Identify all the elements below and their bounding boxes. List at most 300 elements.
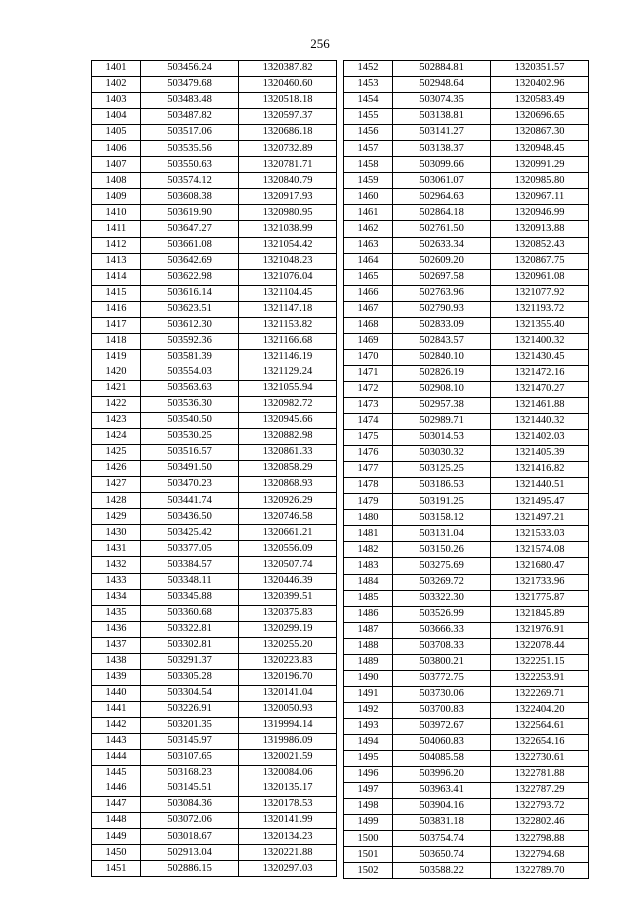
- point-number-cell: 1404: [92, 109, 141, 125]
- y-coordinate-cell: 1320399.51: [239, 589, 337, 605]
- point-number-cell: 1438: [92, 653, 141, 669]
- point-number-cell: 1496: [344, 767, 393, 783]
- point-number-cell: 1405: [92, 125, 141, 141]
- y-coordinate-cell: 1321166.68: [239, 333, 337, 349]
- table-row: [92, 445, 337, 461]
- x-coordinate-cell: 502964.63: [393, 189, 491, 205]
- y-coordinate-cell: 1321461.88: [491, 397, 589, 413]
- point-number-cell: 1486: [344, 606, 393, 622]
- y-coordinate-cell: 1320223.83: [239, 653, 337, 669]
- y-coordinate-cell: 1320196.70: [239, 669, 337, 685]
- point-number-cell: 1431: [92, 541, 141, 557]
- point-number-cell: 1435: [92, 605, 141, 621]
- table-row: [92, 845, 337, 861]
- x-coordinate-cell: 503535.56: [141, 141, 239, 157]
- table-row: [92, 541, 337, 557]
- x-coordinate-cell: 503138.37: [393, 141, 491, 157]
- table-row: [344, 285, 589, 301]
- x-coordinate-cell: 503072.06: [141, 813, 239, 829]
- x-coordinate-cell: 503608.38: [141, 189, 239, 205]
- point-number-cell: 1430: [92, 525, 141, 541]
- y-coordinate-cell: 1322793.72: [491, 799, 589, 815]
- point-number-cell: 1411: [92, 221, 141, 237]
- point-number-cell: 1448: [92, 813, 141, 829]
- point-number-cell: 1474: [344, 414, 393, 430]
- y-coordinate-cell: 1321733.96: [491, 574, 589, 590]
- y-coordinate-cell: 1321104.45: [239, 285, 337, 301]
- point-number-cell: 1484: [344, 574, 393, 590]
- table-row: [344, 478, 589, 494]
- y-coordinate-cell: 1320460.60: [239, 77, 337, 93]
- table-row: [92, 653, 337, 669]
- point-number-cell: 1477: [344, 462, 393, 478]
- point-number-cell: 1453: [344, 77, 393, 93]
- x-coordinate-cell: 503322.81: [141, 621, 239, 637]
- table-row: [344, 510, 589, 526]
- point-number-cell: 1428: [92, 493, 141, 509]
- point-number-cell: 1452: [344, 61, 393, 77]
- y-coordinate-cell: 1322404.20: [491, 702, 589, 718]
- table-row: [92, 413, 337, 429]
- y-coordinate-cell: 1321497.21: [491, 510, 589, 526]
- y-coordinate-cell: 1321054.42: [239, 237, 337, 253]
- y-coordinate-cell: 1320351.57: [491, 61, 589, 77]
- x-coordinate-cell: 503275.69: [393, 558, 491, 574]
- point-number-cell: 1480: [344, 510, 393, 526]
- x-coordinate-cell: 502913.04: [141, 845, 239, 861]
- table-row: [344, 157, 589, 173]
- table-row: [344, 446, 589, 462]
- y-coordinate-cell: 1321146.19: [239, 349, 337, 365]
- table-row: [344, 831, 589, 847]
- x-coordinate-cell: 503291.37: [141, 653, 239, 669]
- point-number-cell: 1479: [344, 494, 393, 510]
- x-coordinate-cell: 503456.24: [141, 61, 239, 77]
- x-coordinate-cell: 502790.93: [393, 301, 491, 317]
- y-coordinate-cell: 1321147.18: [239, 301, 337, 317]
- point-number-cell: 1498: [344, 799, 393, 815]
- point-number-cell: 1409: [92, 189, 141, 205]
- y-coordinate-cell: 1321680.47: [491, 558, 589, 574]
- x-coordinate-cell: 503647.27: [141, 221, 239, 237]
- point-number-cell: 1465: [344, 269, 393, 285]
- y-coordinate-cell: 1320746.58: [239, 509, 337, 525]
- x-coordinate-cell: 503014.53: [393, 430, 491, 446]
- point-number-cell: 1472: [344, 381, 393, 397]
- x-coordinate-cell: 503581.39: [141, 349, 239, 365]
- point-number-cell: 1470: [344, 349, 393, 365]
- point-number-cell: 1460: [344, 189, 393, 205]
- point-number-cell: 1444: [92, 750, 141, 766]
- x-coordinate-cell: 502833.09: [393, 317, 491, 333]
- y-coordinate-cell: 1320084.06: [239, 766, 337, 782]
- x-coordinate-cell: 503530.25: [141, 429, 239, 445]
- x-coordinate-cell: 503487.82: [141, 109, 239, 125]
- table-row: [344, 317, 589, 333]
- table-row: [92, 301, 337, 317]
- x-coordinate-cell: 503138.81: [393, 109, 491, 125]
- table-row: [92, 750, 337, 766]
- table-row: [92, 717, 337, 733]
- point-number-cell: 1442: [92, 717, 141, 733]
- point-number-cell: 1502: [344, 863, 393, 879]
- table-row: [92, 637, 337, 653]
- x-coordinate-cell: 503030.32: [393, 446, 491, 462]
- x-coordinate-cell: 503470.23: [141, 477, 239, 493]
- y-coordinate-cell: 1322794.68: [491, 847, 589, 863]
- x-coordinate-cell: 503158.12: [393, 510, 491, 526]
- x-coordinate-cell: 503700.83: [393, 702, 491, 718]
- table-row: [92, 733, 337, 749]
- point-number-cell: 1490: [344, 670, 393, 686]
- y-coordinate-cell: 1322253.91: [491, 670, 589, 686]
- y-coordinate-cell: 1321193.72: [491, 301, 589, 317]
- table-row: [344, 574, 589, 590]
- table-row: [92, 221, 337, 237]
- y-coordinate-cell: 1321470.27: [491, 381, 589, 397]
- point-number-cell: 1454: [344, 93, 393, 109]
- x-coordinate-cell: 502948.64: [393, 77, 491, 93]
- table-row: [92, 157, 337, 173]
- y-coordinate-cell: 1320686.18: [239, 125, 337, 141]
- y-coordinate-cell: 1320882.98: [239, 429, 337, 445]
- y-coordinate-cell: 1320375.83: [239, 605, 337, 621]
- y-coordinate-cell: 1320867.75: [491, 253, 589, 269]
- point-number-cell: 1410: [92, 205, 141, 221]
- table-row: [344, 847, 589, 863]
- y-coordinate-cell: 1320221.88: [239, 845, 337, 861]
- x-coordinate-cell: 503772.75: [393, 670, 491, 686]
- point-number-cell: 1437: [92, 637, 141, 653]
- table-row: [92, 797, 337, 813]
- x-coordinate-cell: 503191.25: [393, 494, 491, 510]
- y-coordinate-cell: 1320858.29: [239, 461, 337, 477]
- point-number-cell: 1476: [344, 446, 393, 462]
- x-coordinate-cell: 503730.06: [393, 686, 491, 702]
- point-number-cell: 1424: [92, 429, 141, 445]
- table-row: [92, 285, 337, 301]
- table-row: [92, 61, 337, 77]
- y-coordinate-cell: 1320141.04: [239, 685, 337, 701]
- x-coordinate-cell: 503831.18: [393, 815, 491, 831]
- x-coordinate-cell: 503619.90: [141, 205, 239, 221]
- point-number-cell: 1412: [92, 237, 141, 253]
- point-number-cell: 1483: [344, 558, 393, 574]
- table-row: [344, 221, 589, 237]
- x-coordinate-cell: 503074.35: [393, 93, 491, 109]
- y-coordinate-cell: 1322787.29: [491, 783, 589, 799]
- point-number-cell: 1499: [344, 815, 393, 831]
- x-coordinate-cell: 502763.96: [393, 285, 491, 301]
- table-row: [92, 493, 337, 509]
- point-number-cell: 1421: [92, 380, 141, 396]
- x-coordinate-cell: 503642.69: [141, 253, 239, 269]
- y-coordinate-cell: 1321402.03: [491, 430, 589, 446]
- x-coordinate-cell: 503304.54: [141, 685, 239, 701]
- point-number-cell: 1469: [344, 333, 393, 349]
- point-number-cell: 1420: [92, 365, 141, 381]
- y-coordinate-cell: 1320982.72: [239, 396, 337, 412]
- point-number-cell: 1473: [344, 397, 393, 413]
- y-coordinate-cell: 1322781.88: [491, 767, 589, 783]
- point-number-cell: 1463: [344, 237, 393, 253]
- x-coordinate-cell: 502864.18: [393, 205, 491, 221]
- point-number-cell: 1495: [344, 751, 393, 767]
- x-coordinate-cell: 503061.07: [393, 173, 491, 189]
- y-coordinate-cell: 1321400.32: [491, 333, 589, 349]
- y-coordinate-cell: 1320840.79: [239, 173, 337, 189]
- table-row: [344, 253, 589, 269]
- y-coordinate-cell: 1321405.39: [491, 446, 589, 462]
- table-row: [92, 429, 337, 445]
- table-row: [92, 861, 337, 877]
- x-coordinate-cell: 503616.14: [141, 285, 239, 301]
- table-row: [92, 333, 337, 349]
- y-coordinate-cell: 1320917.93: [239, 189, 337, 205]
- x-coordinate-cell: 503996.20: [393, 767, 491, 783]
- x-coordinate-cell: 503479.68: [141, 77, 239, 93]
- x-coordinate-cell: 503425.42: [141, 525, 239, 541]
- table-row: [344, 173, 589, 189]
- y-coordinate-cell: 1320446.39: [239, 573, 337, 589]
- table-row: [344, 494, 589, 510]
- table-row: [92, 77, 337, 93]
- x-coordinate-cell: 503483.48: [141, 93, 239, 109]
- table-row: [344, 815, 589, 831]
- point-number-cell: 1415: [92, 285, 141, 301]
- table-row: [92, 589, 337, 605]
- table-row: [344, 109, 589, 125]
- table-row: [344, 783, 589, 799]
- x-coordinate-cell: 503441.74: [141, 493, 239, 509]
- table-row: [344, 751, 589, 767]
- table-row: [344, 799, 589, 815]
- point-number-cell: 1497: [344, 783, 393, 799]
- table-row: [344, 654, 589, 670]
- table-row: [92, 781, 337, 797]
- table-row: [344, 863, 589, 879]
- y-coordinate-cell: 1320297.03: [239, 861, 337, 877]
- point-number-cell: 1414: [92, 269, 141, 285]
- y-coordinate-cell: 1321355.40: [491, 317, 589, 333]
- point-number-cell: 1418: [92, 333, 141, 349]
- x-coordinate-cell: 503201.35: [141, 717, 239, 733]
- point-number-cell: 1481: [344, 526, 393, 542]
- x-coordinate-cell: 502843.57: [393, 333, 491, 349]
- y-coordinate-cell: 1320556.09: [239, 541, 337, 557]
- x-coordinate-cell: 503099.66: [393, 157, 491, 173]
- table-row: [92, 669, 337, 685]
- table-row: [92, 557, 337, 573]
- x-coordinate-cell: 503650.74: [393, 847, 491, 863]
- table-row: [344, 767, 589, 783]
- y-coordinate-cell: 1320980.95: [239, 205, 337, 221]
- point-number-cell: 1461: [344, 205, 393, 221]
- point-number-cell: 1422: [92, 396, 141, 412]
- x-coordinate-cell: 503588.22: [393, 863, 491, 879]
- point-number-cell: 1450: [92, 845, 141, 861]
- x-coordinate-cell: 502989.71: [393, 414, 491, 430]
- x-coordinate-cell: 503226.91: [141, 701, 239, 717]
- y-coordinate-cell: 1320387.82: [239, 61, 337, 77]
- x-coordinate-cell: 503592.36: [141, 333, 239, 349]
- point-number-cell: 1494: [344, 734, 393, 750]
- y-coordinate-cell: 1320141.99: [239, 813, 337, 829]
- table-row: [92, 701, 337, 717]
- point-number-cell: 1468: [344, 317, 393, 333]
- y-coordinate-cell: 1321077.92: [491, 285, 589, 301]
- table-row: [92, 141, 337, 157]
- y-coordinate-cell: 1321055.94: [239, 380, 337, 396]
- table-row: [344, 237, 589, 253]
- table-row: [344, 93, 589, 109]
- point-number-cell: 1467: [344, 301, 393, 317]
- y-coordinate-cell: 1321976.91: [491, 622, 589, 638]
- table-row: [92, 380, 337, 396]
- point-number-cell: 1485: [344, 590, 393, 606]
- table-row: [344, 269, 589, 285]
- x-coordinate-cell: 502697.58: [393, 269, 491, 285]
- point-number-cell: 1417: [92, 317, 141, 333]
- point-number-cell: 1459: [344, 173, 393, 189]
- x-coordinate-cell: 503708.33: [393, 638, 491, 654]
- point-number-cell: 1402: [92, 77, 141, 93]
- table-row: [344, 462, 589, 478]
- table-row: [344, 734, 589, 750]
- x-coordinate-cell: 503125.25: [393, 462, 491, 478]
- x-coordinate-cell: 503963.41: [393, 783, 491, 799]
- point-number-cell: 1447: [92, 797, 141, 813]
- table-row: [344, 205, 589, 221]
- y-coordinate-cell: 1321440.51: [491, 478, 589, 494]
- point-number-cell: 1475: [344, 430, 393, 446]
- table-row: [92, 93, 337, 109]
- table-row: [92, 173, 337, 189]
- point-number-cell: 1408: [92, 173, 141, 189]
- y-coordinate-cell: 1320913.88: [491, 221, 589, 237]
- table-row: [344, 77, 589, 93]
- point-number-cell: 1451: [92, 861, 141, 877]
- point-number-cell: 1407: [92, 157, 141, 173]
- x-coordinate-cell: 503536.30: [141, 396, 239, 412]
- point-number-cell: 1458: [344, 157, 393, 173]
- point-number-cell: 1491: [344, 686, 393, 702]
- table-row: [344, 414, 589, 430]
- y-coordinate-cell: 1322269.71: [491, 686, 589, 702]
- x-coordinate-cell: 503904.16: [393, 799, 491, 815]
- y-coordinate-cell: 1320867.30: [491, 125, 589, 141]
- y-coordinate-cell: 1320021.59: [239, 750, 337, 766]
- y-coordinate-cell: 1320945.66: [239, 413, 337, 429]
- point-number-cell: 1462: [344, 221, 393, 237]
- x-coordinate-cell: 503131.04: [393, 526, 491, 542]
- y-coordinate-cell: 1321845.89: [491, 606, 589, 622]
- x-coordinate-cell: 503302.81: [141, 637, 239, 653]
- y-coordinate-cell: 1320948.45: [491, 141, 589, 157]
- table-row: [344, 189, 589, 205]
- point-number-cell: 1426: [92, 461, 141, 477]
- coordinates-table-left: [91, 60, 337, 877]
- table-row: [344, 622, 589, 638]
- x-coordinate-cell: 503800.21: [393, 654, 491, 670]
- x-coordinate-cell: 502886.15: [141, 861, 239, 877]
- x-coordinate-cell: 502761.50: [393, 221, 491, 237]
- point-number-cell: 1449: [92, 829, 141, 845]
- y-coordinate-cell: 1320991.29: [491, 157, 589, 173]
- point-number-cell: 1427: [92, 477, 141, 493]
- point-number-cell: 1492: [344, 702, 393, 718]
- x-coordinate-cell: 504060.83: [393, 734, 491, 750]
- x-coordinate-cell: 503322.30: [393, 590, 491, 606]
- table-row: [92, 509, 337, 525]
- table-row: [92, 461, 337, 477]
- point-number-cell: 1466: [344, 285, 393, 301]
- y-coordinate-cell: 1320985.80: [491, 173, 589, 189]
- y-coordinate-cell: 1320661.21: [239, 525, 337, 541]
- x-coordinate-cell: 503754.74: [393, 831, 491, 847]
- point-number-cell: 1423: [92, 413, 141, 429]
- point-number-cell: 1456: [344, 125, 393, 141]
- y-coordinate-cell: 1321533.03: [491, 526, 589, 542]
- table-row: [344, 526, 589, 542]
- x-coordinate-cell: 503517.06: [141, 125, 239, 141]
- y-coordinate-cell: 1321048.23: [239, 253, 337, 269]
- y-coordinate-cell: 1322789.70: [491, 863, 589, 879]
- y-coordinate-cell: 1322654.16: [491, 734, 589, 750]
- point-number-cell: 1493: [344, 718, 393, 734]
- y-coordinate-cell: 1320696.65: [491, 109, 589, 125]
- x-coordinate-cell: 502633.34: [393, 237, 491, 253]
- y-coordinate-cell: 1321038.99: [239, 221, 337, 237]
- point-number-cell: 1457: [344, 141, 393, 157]
- y-coordinate-cell: 1321430.45: [491, 349, 589, 365]
- table-row: [344, 349, 589, 365]
- y-coordinate-cell: 1320518.18: [239, 93, 337, 109]
- x-coordinate-cell: 503345.88: [141, 589, 239, 605]
- y-coordinate-cell: 1320178.53: [239, 797, 337, 813]
- table-row: [92, 605, 337, 621]
- table-row: [92, 525, 337, 541]
- x-coordinate-cell: 502840.10: [393, 349, 491, 365]
- point-number-cell: 1439: [92, 669, 141, 685]
- x-coordinate-cell: 503141.27: [393, 125, 491, 141]
- table-row: [344, 141, 589, 157]
- table-row: [344, 542, 589, 558]
- y-coordinate-cell: 1320134.23: [239, 829, 337, 845]
- table-row: [92, 477, 337, 493]
- x-coordinate-cell: 502957.38: [393, 397, 491, 413]
- table-row: [92, 109, 337, 125]
- table-row: [344, 61, 589, 77]
- y-coordinate-cell: 1320781.71: [239, 157, 337, 173]
- y-coordinate-cell: 1320597.37: [239, 109, 337, 125]
- y-coordinate-cell: 1321495.47: [491, 494, 589, 510]
- point-number-cell: 1501: [344, 847, 393, 863]
- x-coordinate-cell: 503269.72: [393, 574, 491, 590]
- table-row: [92, 365, 337, 381]
- table-row: [92, 237, 337, 253]
- y-coordinate-cell: 1320967.11: [491, 189, 589, 205]
- x-coordinate-cell: 503107.65: [141, 750, 239, 766]
- x-coordinate-cell: 503384.57: [141, 557, 239, 573]
- point-number-cell: 1432: [92, 557, 141, 573]
- point-number-cell: 1446: [92, 781, 141, 797]
- x-coordinate-cell: 503150.26: [393, 542, 491, 558]
- table-row: [344, 590, 589, 606]
- y-coordinate-cell: 1320946.99: [491, 205, 589, 221]
- x-coordinate-cell: 503563.63: [141, 380, 239, 396]
- x-coordinate-cell: 503612.30: [141, 317, 239, 333]
